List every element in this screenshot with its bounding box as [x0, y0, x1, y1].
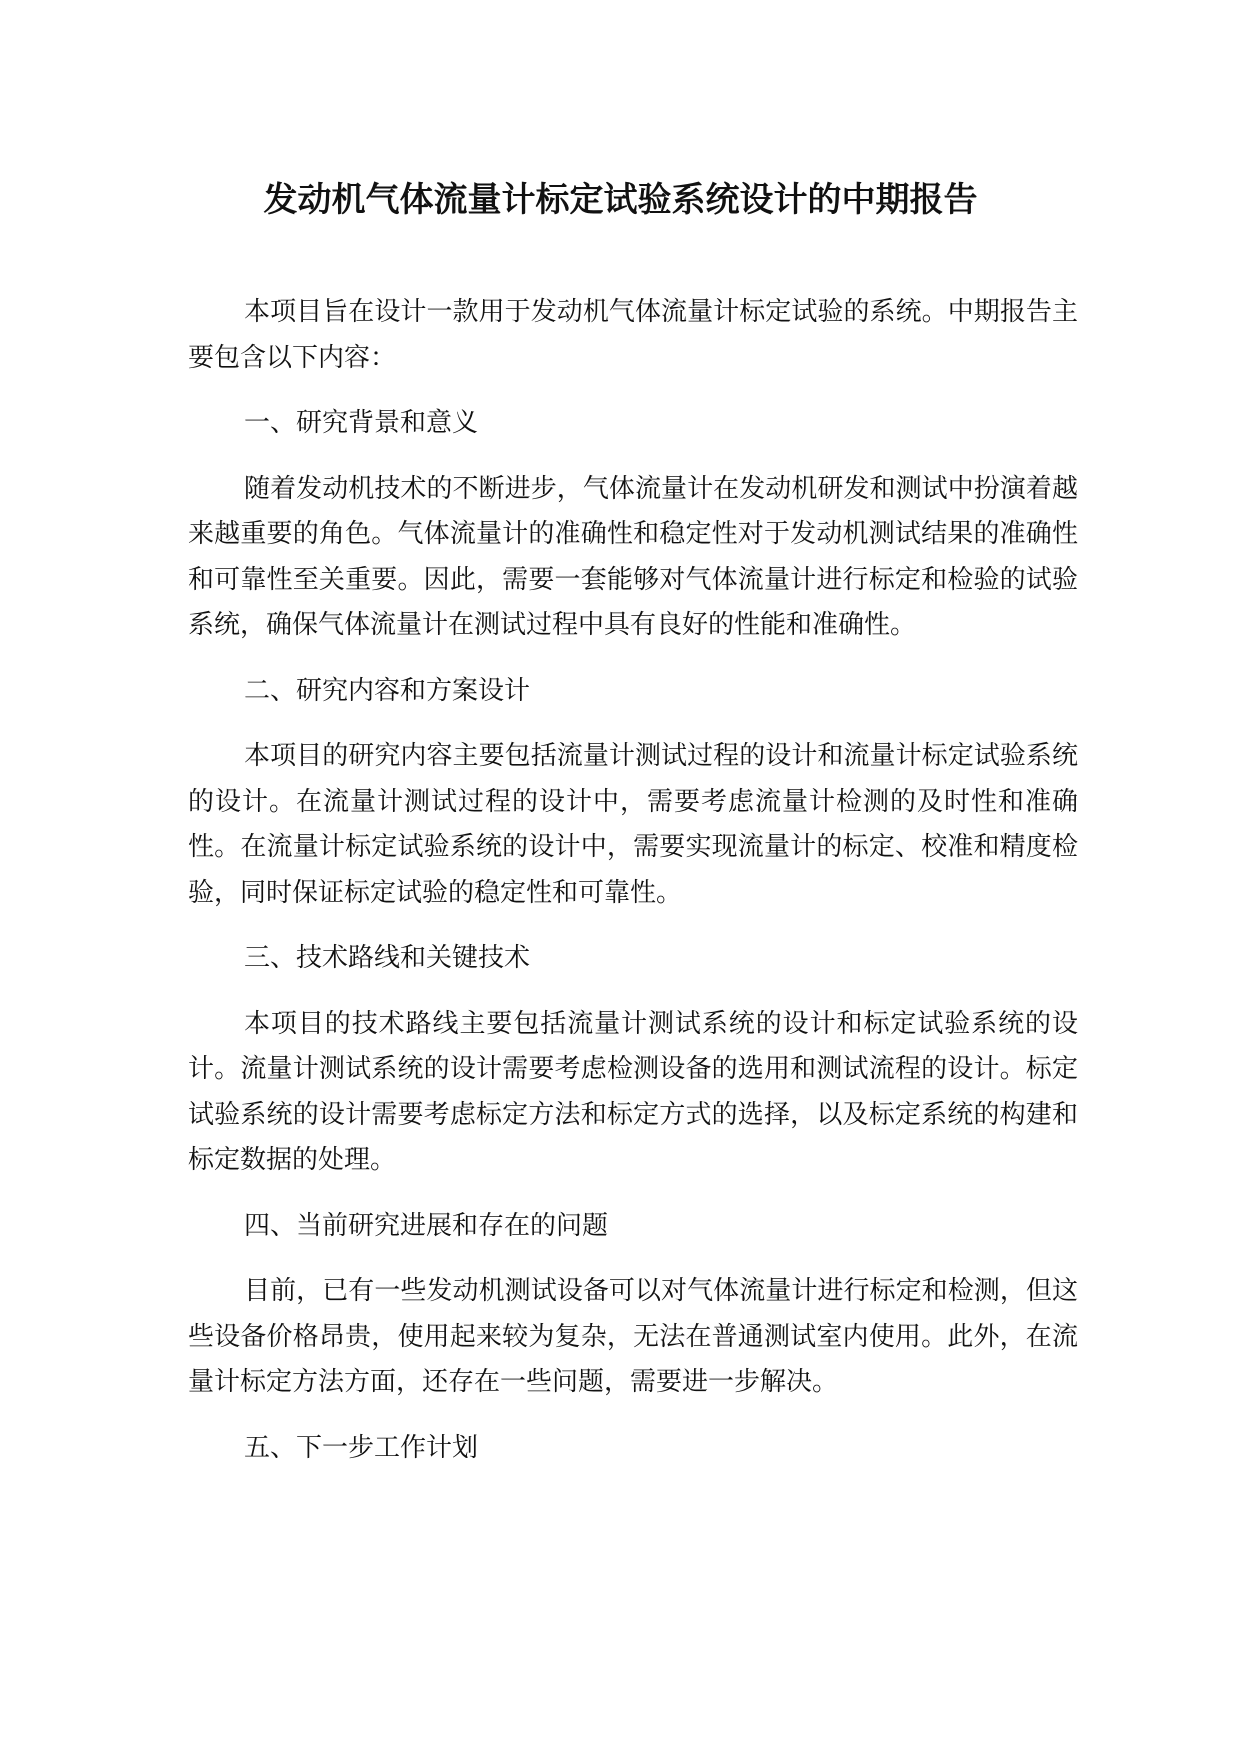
section-heading-progress-issues: 四、当前研究进展和存在的问题	[244, 1210, 609, 1241]
section-text-background: 随着发动机技术的不断进步，气体流量计在发动机研发和测试中扮演着越来越重要的角色。气体流量计的准确性和稳定性对于发动机测试结果的准确性和可靠性至关重要。因此，需要一套能够对气体流量计进行标定和检验的试验系统，确保气体流量计在测试过程中具有良好的性能和准确性。	[188, 473, 1078, 640]
section-text-progress-issues: 目前，已有一些发动机测试设备可以对气体流量计进行标定和检测，但这些设备价格昂贵，使用起来较为复杂，无法在普通测试室内使用。此外，在流量计标定方法方面，还存在一些问题，需要进一步解决。	[188, 1276, 1078, 1397]
document-title: 发动机气体流量计标定试验系统设计的中期报告	[263, 180, 978, 220]
section-heading-background: 一、研究背景和意义	[244, 408, 479, 438]
section-heading-next-plan: 五、下一步工作计划	[244, 1432, 479, 1463]
section-text-content-design: 本项目的研究内容主要包括流量计测试过程的设计和流量计标定试验系统的设计。在流量计测试过程的设计中，需要考虑流量计检测的及时性和准确性。在流量计标定试验系统的设计中，需要实现流量计的标定、校准和精度检验，同时保证标定试验的稳定性和可靠性。	[188, 741, 1078, 908]
section-heading-content-design: 二、研究内容和方案设计	[244, 675, 531, 706]
document-body	[188, 290, 1078, 1491]
section-text-technical-route: 本项目的技术路线主要包括流量计测试系统的设计和标定试验系统的设计。流量计测试系统的设计需要考虑检测设备的选用和测试流程的设计。标定试验系统的设计需要考虑标定方法和标定方式的选择，以及标定系统的构建和标定数据的处理。	[188, 1008, 1078, 1175]
section-heading-technical-route: 三、技术路线和关键技术	[244, 943, 531, 973]
intro-paragraph: 本项目旨在设计一款用于发动机气体流量计标定试验的系统。中期报告主要包含以下内容：	[188, 297, 1078, 373]
